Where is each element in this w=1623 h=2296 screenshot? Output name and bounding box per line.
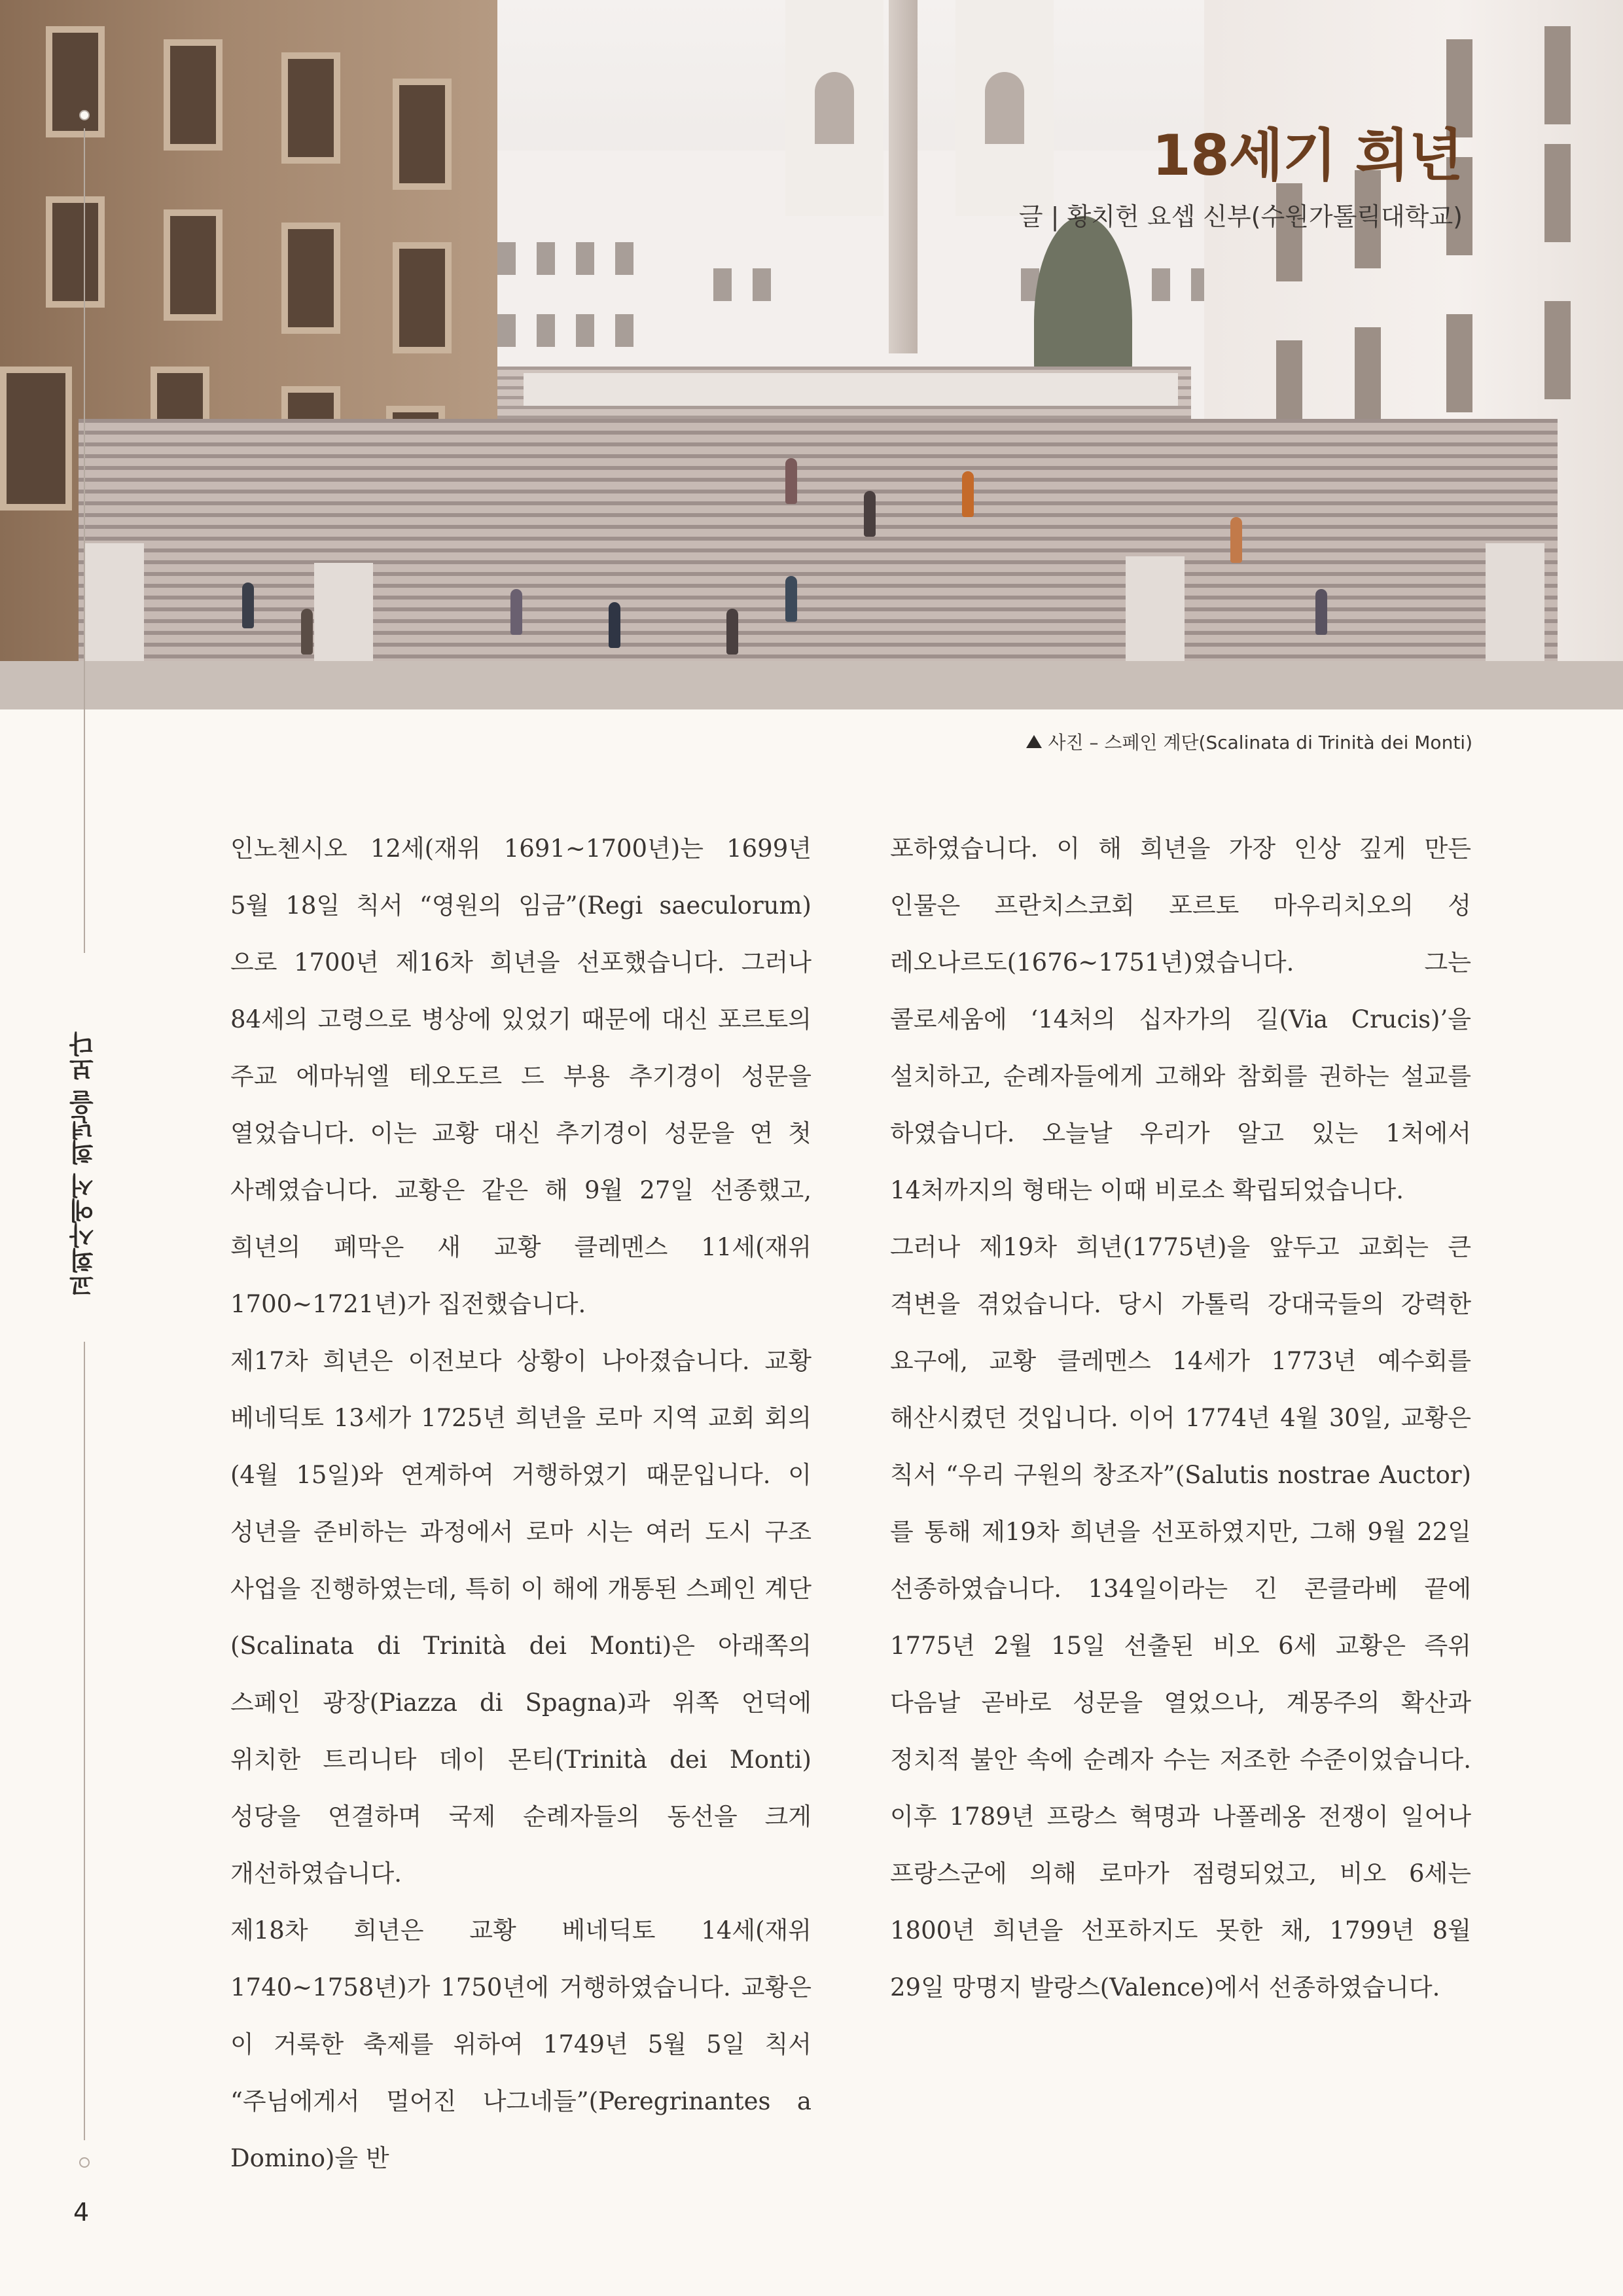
paragraph: 제18차 희년은 교황 베네딕토 14세(재위 1740~1758년)가 1750년에 거행하였습니다. 교황은 이 거룩한 축제를 위하여 1749년 5월 5일 칙서 “주님에게서 멀어진 나그네들”(Peregrinantes a Domino)을 반 (230, 1916, 812, 2172)
photo-obelisk (889, 0, 918, 353)
paragraph: 그러나 제19차 희년(1775년)을 앞두고 교회는 큰 격변을 겪었습니다. 당시 가톨릭 강대국들의 강력한 요구에, 교황 클레멘스 14세가 1773년 예수회를 해산시켰던 것입니다. 이어 1774년 4월 30일, 교황은 칙서 “우리 구원의 창조자”(Salutis nostrae Auctor)를 통해 제19차 희년을 선포하였지만, 그해 9월 22일 선종하였습니다. 134일이라는 긴 콘클라베 끝에 1775년 2월 15일 선출된 비오 6세 교황은 즉위 다음날 곧바로 성문을 열었으나, 계몽주의 확산과 정치적 불안 속에 순례자 수는 저조한 수준이었습니다. 이후 1789년 프랑스 혁명과 나폴레옹 전쟁이 일어나 프랑스군에 의해 로마가 점령되었고, 비오 6세는 1800년 희년을 선포하지도 못한 채, 1799년 8월 29일 망명지 발랑스(Valence)에서 선종하였습니다. (890, 1233, 1471, 2001)
photo-ground (0, 661, 1623, 709)
article-byline: 글 | 황치헌 요셉 신부(수원가톨릭대학교) (1018, 202, 1463, 231)
body-column-left (230, 820, 812, 2187)
paragraph: 제17차 희년은 이전보다 상황이 나아졌습니다. 교황 베네딕토 13세가 1725년 희년을 로마 지역 교회 회의(4월 15일)와 연계하여 거행하였기 때문입니다. 이 성년을 준비하는 과정에서 로마 시는 여러 도시 구조 사업을 진행하였는데, 특히 이 해에 개통된 스페인 계단(Scalinata di Trinità dei Monti)은 아래쪽의 스페인 광장(Piazza di Spagna)과 위쪽 언덕에 위치한 트리니타 데이 몬티(Trinità dei Monti) 성당을 연결하며 국제 순례자들의 동선을 크게 개선하였습니다. (230, 1347, 812, 1888)
photo-stairs (79, 419, 1558, 694)
rail-dot-top (79, 110, 90, 120)
photo-caption (1026, 728, 1472, 755)
rail-line-lower (84, 1342, 85, 2140)
hero-photo-spanish-steps (0, 0, 1623, 709)
paragraph: 인노첸시오 12세(재위 1691~1700년)는 1699년 5월 18일 칙서 “영원의 임금”(Regi saeculorum)으로 1700년 제16차 희년을 선포했습니다. 그러나 84세의 고령으로 병상에 있었기 때문에 대신 포르토의 주교 에마뉘엘 테오도르 드 부용 추기경이 성문을 열었습니다. 이는 교황 대신 추기경이 성문을 연 첫 사례였습니다. 교황은 같은 해 9월 27일 선종했고, 희년의 폐막은 새 교황 클레멘스 11세(재위 1700~1721년)가 집전했습니다. (230, 834, 812, 1318)
photo-bell-tower-right (955, 0, 1054, 216)
page-number: 4 (73, 2198, 90, 2227)
article-title: 18세기 희년 (1152, 123, 1463, 188)
photo-caption-text: 사진 – 스페인 계단(Scalinata di Trinità dei Monti) (1048, 732, 1472, 753)
caption-triangle-icon (1026, 735, 1042, 748)
photo-bell-tower-left (785, 0, 883, 216)
photo-balustrade (524, 373, 1178, 406)
section-label: 교회사에서 희년을 보다 (69, 1031, 98, 1299)
body-column-right (890, 820, 1471, 2016)
rail-dot-bottom (79, 2157, 90, 2168)
paragraph: 포하였습니다. 이 해 희년을 가장 인상 깊게 만든 인물은 프란치스코회 포르토 마우리치오의 성 레오나르도(1676~1751년)였습니다. 그는 콜로세움에 ‘14처의 십자가의 길(Via Crucis)’을 설치하고, 순례자들에게 고해와 참회를 권하는 설교를 하였습니다. 오늘날 우리가 알고 있는 1처에서 14처까지의 형태는 이때 비로소 확립되었습니다. (890, 834, 1471, 1204)
rail-line-upper (84, 128, 85, 953)
